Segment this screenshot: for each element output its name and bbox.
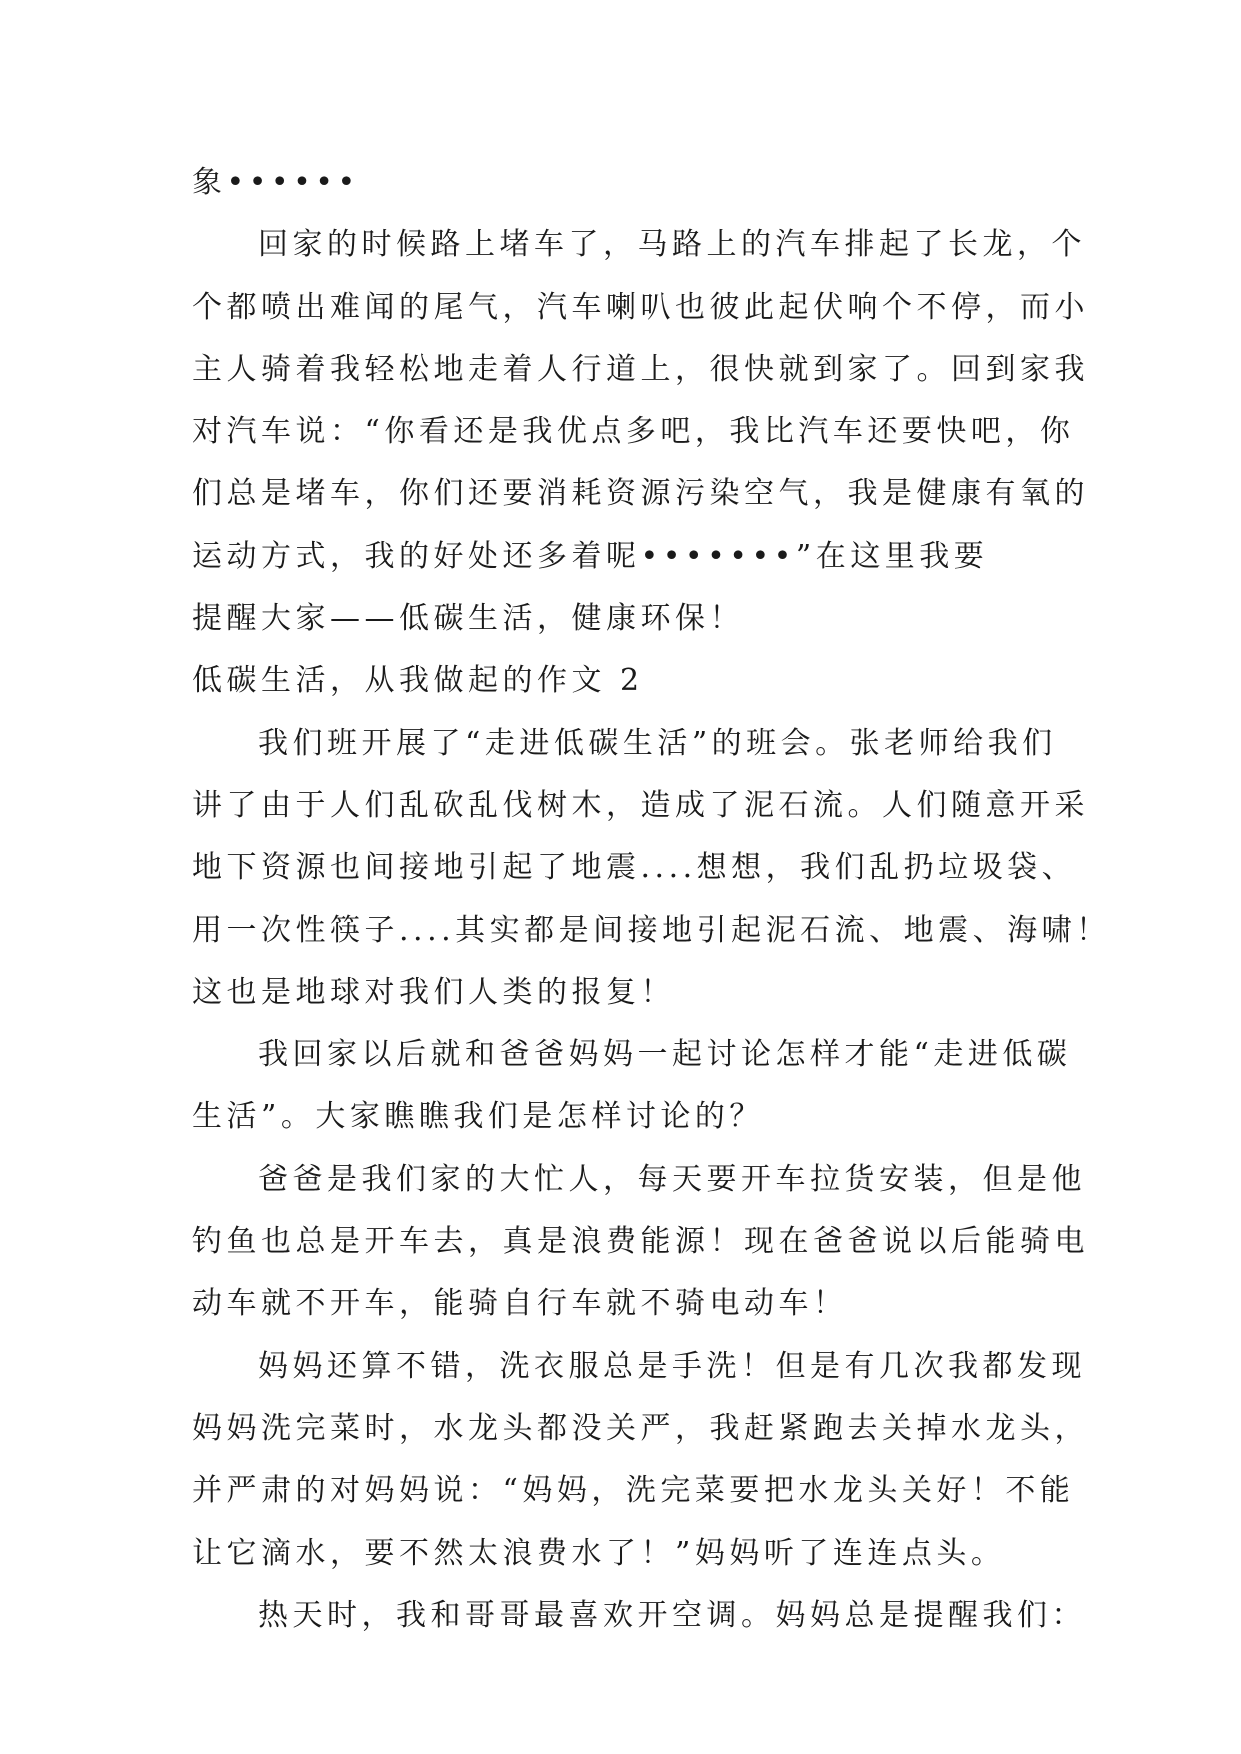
text-line: 钓鱼也总是开车去，真是浪费能源！现在爸爸说以后能骑电: [192, 1224, 1089, 1260]
paragraph-start-line: 热天时，我和哥哥最喜欢开空调。妈妈总是提醒我们：: [258, 1597, 1086, 1633]
text-line: 主人骑着我轻松地走着人行道上，很快就到家了。回到家我: [192, 351, 1089, 387]
essay-body: [192, 152, 1111, 1647]
text-line: 让它滴水，要不然太浪费水了！”妈妈听了连连点头。: [192, 1535, 1006, 1571]
text-line: 对汽车说：“你看还是我优点多吧，我比汽车还要快吧，你: [192, 414, 1075, 450]
paragraph-start-line: 妈妈还算不错，洗衣服总是手洗！但是有几次我都发现: [258, 1348, 1086, 1384]
text-line: 这也是地球对我们人类的报复！: [192, 974, 675, 1010]
text-line: 讲了由于人们乱砍乱伐树木，造成了泥石流。人们随意开采: [192, 787, 1089, 823]
text-line: 象••••••: [192, 165, 360, 200]
text-line: 动车就不开车，能骑自行车就不骑电动车！: [192, 1286, 848, 1322]
text-line: 提醒大家——低碳生活，健康环保！: [192, 601, 744, 637]
text-line: 运动方式，我的好处还多着呢•••••••”在这里我要: [192, 538, 989, 574]
text-line: 用一次性筷子....其实都是间接地引起泥石流、地震、海啸！: [192, 912, 1111, 948]
paragraph-start-line: 我们班开展了“走进低碳生活”的班会。张老师给我们: [258, 725, 1057, 761]
text-line: 生活”。大家瞧瞧我们是怎样讨论的？: [192, 1099, 764, 1135]
text-line: 地下资源也间接地引起了地震....想想，我们乱扔垃圾袋、: [192, 850, 1077, 886]
paragraph-start-line: 爸爸是我们家的大忙人，每天要开车拉货安装，但是他: [258, 1161, 1086, 1197]
text-line: 并严肃的对妈妈说：“妈妈，洗完菜要把水龙头关好！不能: [192, 1473, 1075, 1509]
text-line: 们总是堵车，你们还要消耗资源污染空气，我是健康有氧的: [192, 476, 1089, 512]
section-heading: 低碳生活，从我做起的作文 2: [192, 663, 644, 699]
paragraph-start-line: 我回家以后就和爸爸妈妈一起讨论怎样才能“走进低碳: [258, 1037, 1072, 1073]
paragraph-start-line: 回家的时候路上堵车了，马路上的汽车排起了长龙，个: [258, 227, 1086, 263]
text-line: 妈妈洗完菜时，水龙头都没关严，我赶紧跑去关掉水龙头，: [192, 1410, 1089, 1446]
text-line: 个都喷出难闻的尾气，汽车喇叭也彼此起伏响个不停，而小: [192, 289, 1089, 325]
